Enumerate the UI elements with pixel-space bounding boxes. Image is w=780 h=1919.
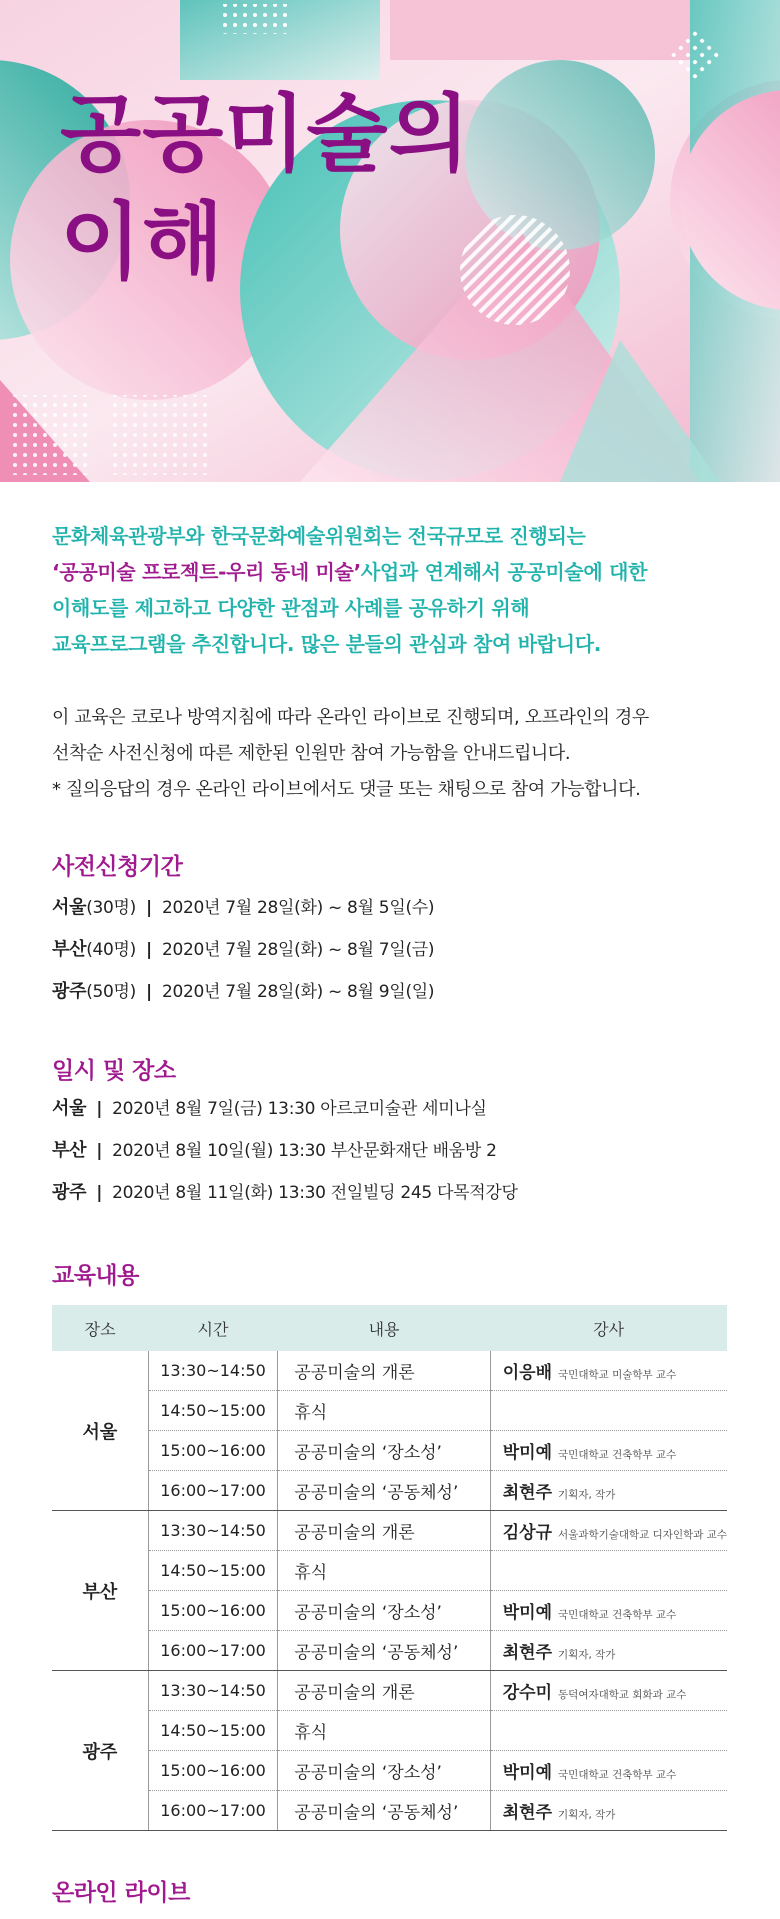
notice-line: * 질의응답의 경우 온라인 라이브에서도 댓글 또는 채팅으로 참여 가능합니다. xyxy=(52,779,641,800)
separator: | xyxy=(146,898,152,918)
online-live-title: 온라인 라이브 xyxy=(52,1880,190,1906)
time-cell: 16:00~17:00 xyxy=(148,1631,278,1671)
schedule-title: 일시 및 장소 xyxy=(52,1058,176,1084)
time-cell: 15:00~16:00 xyxy=(148,1751,278,1791)
lecturer-cell xyxy=(490,1631,727,1671)
lecturer-name: 강수미 xyxy=(502,1683,553,1703)
place-cell: 광주 xyxy=(52,1671,148,1831)
content-cell: 공공미술의 ‘장소성’ xyxy=(278,1431,490,1471)
notice-line: 이 교육은 코로나 방역지침에 따라 온라인 라이브로 진행되며, 오프라인의 경우 xyxy=(52,707,649,728)
notice-paragraph xyxy=(52,700,752,808)
header-content: 내용 xyxy=(278,1305,490,1351)
registration-title: 사전신청기간 xyxy=(52,854,183,880)
table-row xyxy=(52,1391,727,1431)
intro-line xyxy=(52,554,752,590)
time-cell: 13:30~14:50 xyxy=(148,1351,278,1391)
lecturer-cell xyxy=(490,1711,727,1751)
schedule-item-busan xyxy=(52,1136,497,1162)
lecturer-name: 최현주 xyxy=(502,1803,553,1823)
time-cell: 13:30~14:50 xyxy=(148,1671,278,1711)
lecturer-affiliation: 기획자, 작가 xyxy=(558,1489,616,1501)
city-name: 광주 xyxy=(52,1182,87,1203)
schedule-detail: 2020년 8월 7일(금) 13:30 아르코미술관 세미나실 xyxy=(112,1099,487,1119)
content-cell: 공공미술의 ‘공동체성’ xyxy=(278,1631,490,1671)
lecturer-affiliation: 국민대학교 미술학부 교수 xyxy=(558,1369,677,1381)
schedule-detail: 2020년 8월 11일(화) 13:30 전일빌딩 245 다목적강당 xyxy=(112,1183,518,1203)
header-place: 장소 xyxy=(52,1305,148,1351)
city-name: 서울 xyxy=(52,1098,87,1119)
content-cell: 공공미술의 ‘장소성’ xyxy=(278,1751,490,1791)
time-cell: 15:00~16:00 xyxy=(148,1591,278,1631)
intro-line: 문화체육관광부와 한국문화예술위원회는 전국규모로 진행되는 xyxy=(52,524,586,548)
content-cell: 공공미술의 개론 xyxy=(278,1671,490,1711)
lecturer-cell xyxy=(490,1431,727,1471)
time-cell: 14:50~15:00 xyxy=(148,1391,278,1431)
lecturer-name: 박미예 xyxy=(502,1763,553,1783)
content-cell: 휴식 xyxy=(278,1551,490,1591)
lecturer-name: 박미예 xyxy=(502,1443,553,1463)
notice-line: 선착순 사전신청에 따른 제한된 인원만 참여 가능함을 안내드립니다. xyxy=(52,743,571,764)
curriculum-title: 교육내용 xyxy=(52,1263,139,1289)
table-row xyxy=(52,1751,727,1791)
capacity: (50명) xyxy=(86,982,137,1002)
hero-title-line1: 공공미술의 xyxy=(60,85,471,183)
intro-paragraph xyxy=(52,518,752,662)
registration-item-gwangju xyxy=(52,977,434,1003)
header-time: 시간 xyxy=(148,1305,278,1351)
table-row xyxy=(52,1631,727,1671)
intro-line-rest: 사업과 연계해서 공공미술에 대한 xyxy=(360,560,648,584)
separator: | xyxy=(146,940,152,960)
separator: | xyxy=(96,1183,103,1203)
lecturer-affiliation: 국민대학교 건축학부 교수 xyxy=(558,1449,677,1461)
header-lecturer: 강사 xyxy=(490,1305,727,1351)
content-cell: 공공미술의 ‘공동체성’ xyxy=(278,1471,490,1511)
table-row xyxy=(52,1671,727,1711)
capacity: (30명) xyxy=(86,898,137,918)
lecturer-cell xyxy=(490,1471,727,1511)
content-cell: 휴식 xyxy=(278,1711,490,1751)
period: 2020년 7월 28일(화) ~ 8월 7일(금) xyxy=(161,940,435,960)
registration-item-seoul xyxy=(52,893,434,919)
registration-item-busan xyxy=(52,935,434,961)
lecturer-name: 김상규 xyxy=(502,1523,553,1543)
lecturer-cell xyxy=(490,1671,727,1711)
separator: | xyxy=(96,1141,103,1161)
lecturer-cell xyxy=(490,1511,727,1551)
city-name: 부산 xyxy=(52,939,87,960)
lecturer-name: 박미예 xyxy=(502,1603,553,1623)
table-header-row xyxy=(52,1305,727,1351)
city-name: 부산 xyxy=(52,1140,87,1161)
table-row xyxy=(52,1791,727,1831)
city-name: 서울 xyxy=(52,897,87,918)
separator: | xyxy=(96,1099,103,1119)
lecturer-name: 이응배 xyxy=(502,1363,553,1383)
time-cell: 16:00~17:00 xyxy=(148,1471,278,1511)
lecturer-affiliation: 서울과학기술대학교 디자인학과 교수 xyxy=(558,1529,727,1541)
time-cell: 14:50~15:00 xyxy=(148,1711,278,1751)
time-cell: 13:30~14:50 xyxy=(148,1511,278,1551)
time-cell: 16:00~17:00 xyxy=(148,1791,278,1831)
lecturer-cell xyxy=(490,1351,727,1391)
intro-line: 교육프로그램을 추진합니다. 많은 분들의 관심과 참여 바랍니다. xyxy=(52,632,602,656)
content-cell: 공공미술의 개론 xyxy=(278,1511,490,1551)
city-name: 광주 xyxy=(52,981,87,1002)
lecturer-name: 최현주 xyxy=(502,1643,553,1663)
lecturer-cell xyxy=(490,1391,727,1431)
lecturer-cell xyxy=(490,1751,727,1791)
table-row xyxy=(52,1431,727,1471)
schedule-detail: 2020년 8월 10일(월) 13:30 부산문화재단 배움방 2 xyxy=(112,1141,497,1161)
lecturer-cell xyxy=(490,1551,727,1591)
hero-title-line2: 이해 xyxy=(60,193,225,291)
lecturer-affiliation: 기획자, 작가 xyxy=(558,1809,616,1821)
lecturer-cell xyxy=(490,1591,727,1631)
lecturer-affiliation: 국민대학교 건축학부 교수 xyxy=(558,1769,677,1781)
time-cell: 14:50~15:00 xyxy=(148,1551,278,1591)
period: 2020년 7월 28일(화) ~ 8월 9일(일) xyxy=(161,982,435,1002)
lecturer-name: 최현주 xyxy=(502,1483,553,1503)
content-cell: 공공미술의 ‘공동체성’ xyxy=(278,1791,490,1831)
lecturer-affiliation: 기획자, 작가 xyxy=(558,1649,616,1661)
table-row xyxy=(52,1551,727,1591)
schedule-item-seoul xyxy=(52,1094,487,1120)
place-cell: 서울 xyxy=(52,1351,148,1511)
project-name-highlight: ‘공공미술 프로젝트-우리 동네 미술’ xyxy=(52,560,361,584)
table-row xyxy=(52,1711,727,1751)
hero-banner xyxy=(0,0,780,482)
separator: | xyxy=(146,982,152,1002)
time-cell: 15:00~16:00 xyxy=(148,1431,278,1471)
content-cell: 공공미술의 ‘장소성’ xyxy=(278,1591,490,1631)
intro-line: 이해도를 제고하고 다양한 관점과 사례를 공유하기 위해 xyxy=(52,596,530,620)
schedule-item-gwangju xyxy=(52,1178,518,1204)
capacity: (40명) xyxy=(86,940,137,960)
table-row xyxy=(52,1351,727,1391)
lecturer-affiliation: 국민대학교 건축학부 교수 xyxy=(558,1609,677,1621)
period: 2020년 7월 28일(화) ~ 8월 5일(수) xyxy=(161,898,435,918)
curriculum-table xyxy=(52,1305,727,1831)
table-row xyxy=(52,1591,727,1631)
place-cell: 부산 xyxy=(52,1511,148,1671)
lecturer-cell xyxy=(490,1791,727,1831)
table-row xyxy=(52,1471,727,1511)
content-cell: 공공미술의 개론 xyxy=(278,1351,490,1391)
table-row xyxy=(52,1511,727,1551)
content-cell: 휴식 xyxy=(278,1391,490,1431)
lecturer-affiliation: 동덕여자대학교 회화과 교수 xyxy=(558,1689,687,1701)
